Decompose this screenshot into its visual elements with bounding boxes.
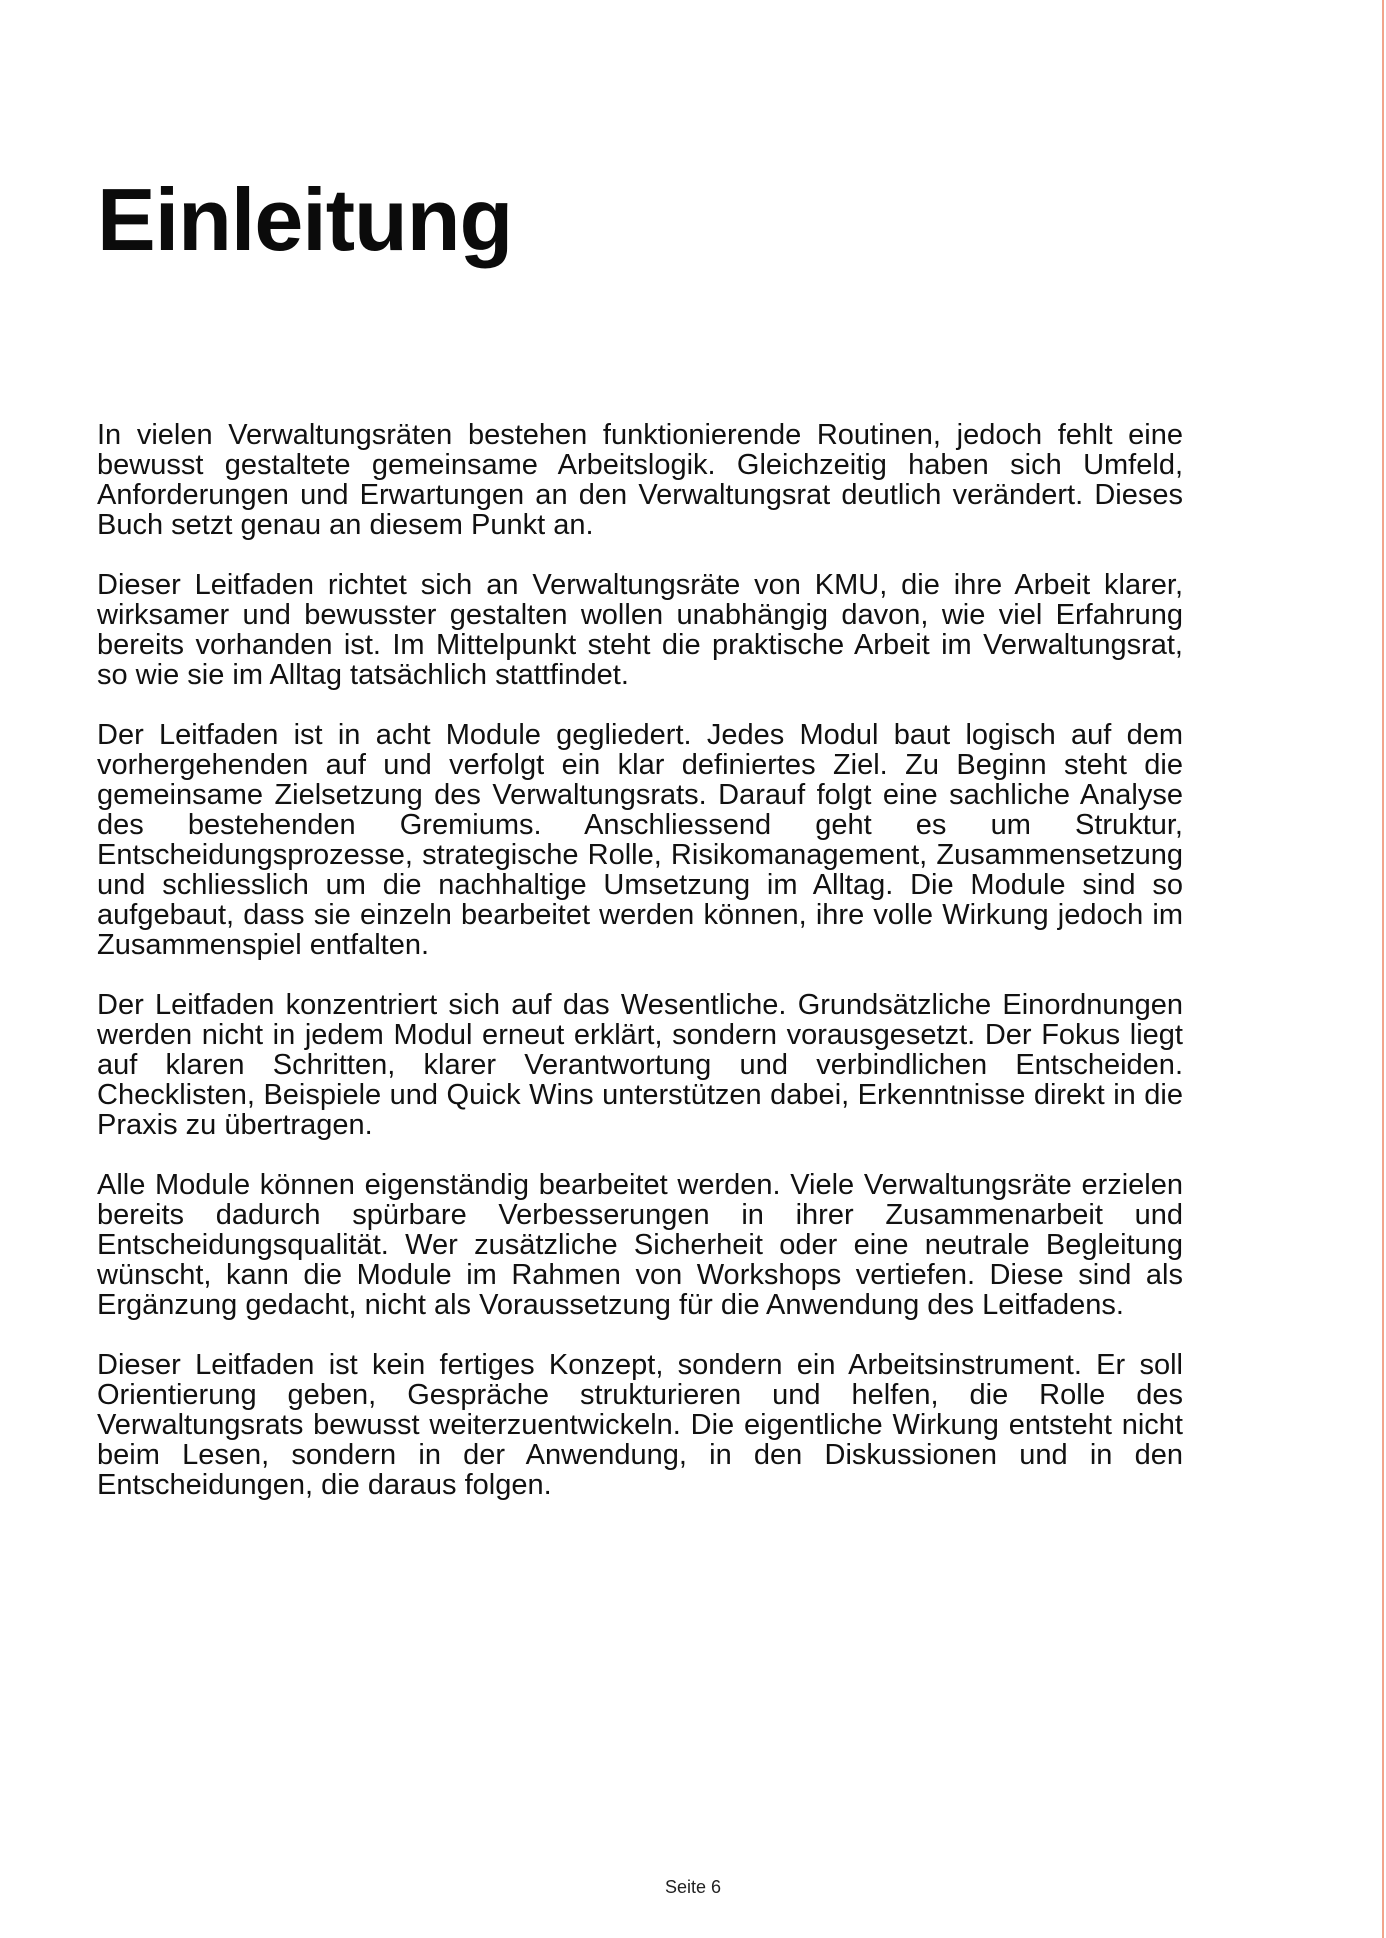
paragraph-3: Der Leitfaden ist in acht Module gegliedert. Jedes Modul baut logisch auf dem vorhergehenden auf und verfolgt ein klar definiertes Ziel. Zu Beginn steht die gemeinsame Zielsetzung des Verwaltungsrats. Darauf folgt eine sachliche Analyse des bestehenden Gremiums. Anschliessend geht es um Struktur, Entscheidungsprozesse, strategische Rolle, Risikomanagement, Zusammensetzung und schliesslich um die nachhaltige Umsetzung im Alltag. Die Module sind so aufgebaut, dass sie einzeln bearbeitet werden können, ihre volle Wirkung jedoch im Zusammenspiel entfalten. [97,719,1183,961]
paragraph-6: Dieser Leitfaden ist kein fertiges Konzept, sondern ein Arbeitsinstrument. Er soll Orientierung geben, Gespräche strukturieren und helfen, die Rolle des Verwaltungsrats bewusst weiterzuentwickeln. Die eigentliche Wirkung entsteht nicht beim Lesen, sondern in der Anwendung, in den Diskussionen und in den Entscheidungen, die daraus folgen. [97,1349,1183,1501]
body-text [97,420,1183,1530]
page-edge-line [1382,0,1384,1938]
paragraph-2: Dieser Leitfaden richtet sich an Verwaltungsräte von KMU, die ihre Arbeit klarer, wirksamer und bewusster gestalten wollen unabhängig davon, wie viel Erfahrung bereits vorhanden ist. Im Mittelpunkt steht die praktische Arbeit im Verwaltungsrat, so wie sie im Alltag tatsächlich stattfindet. [97,569,1183,691]
page-number: Seite 6 [664,1877,722,1897]
paragraph-4: Der Leitfaden konzentriert sich auf das Wesentliche. Grundsätzliche Einordnungen werden nicht in jedem Modul erneut erklärt, sondern vorausgesetzt. Der Fokus liegt auf klaren Schritten, klarer Verantwortung und verbindlichen Entscheiden. Checklisten, Beispiele und Quick Wins unterstützen dabei, Erkenntnisse direkt in die Praxis zu übertragen. [97,989,1183,1141]
paragraph-5: Alle Module können eigenständig bearbeitet werden. Viele Verwaltungsräte erzielen bereits dadurch spürbare Verbesserungen in ihrer Zusammenarbeit und Entscheidungsqualität. Wer zusätzliche Sicherheit oder eine neutrale Begleitung wünscht, kann die Module im Rahmen von Workshops vertiefen. Diese sind als Ergänzung gedacht, nicht als Voraussetzung für die Anwendung des Leitfadens. [97,1169,1183,1321]
paragraph-1: In vielen Verwaltungsräten bestehen funktionierende Routinen, jedoch fehlt eine bewusst gestaltete gemeinsame Arbeitslogik. Gleichzeitig haben sich Umfeld, Anforderungen und Erwartungen an den Verwaltungsrat deutlich verändert. Dieses Buch setzt genau an diesem Punkt an. [97,419,1183,541]
page-title: Einleitung [97,170,513,269]
